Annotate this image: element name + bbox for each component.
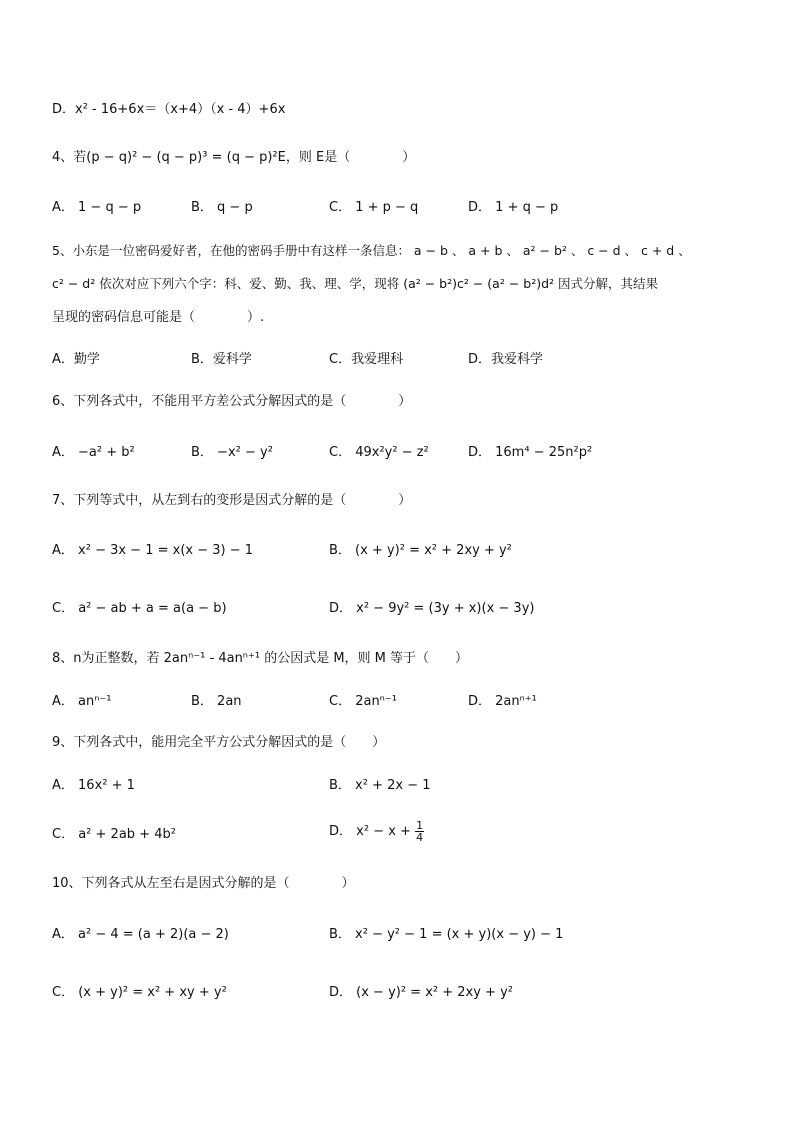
q8-option-d: D． 2anⁿ⁺¹ (468, 694, 537, 709)
q6-option-d: D． 16m⁴ − 25n²p² (468, 445, 593, 460)
q9-option-d (329, 820, 424, 843)
question-7-stem: 7、下列等式中，从左到右的变形是因式分解的是（ ） (52, 493, 412, 508)
q5-option-a: A．勤学 (52, 352, 100, 367)
q10-option-d: D． (x − y)² = x² + 2xy + y² (329, 985, 513, 1000)
q4-option-c: C． 1 + p − q (329, 200, 419, 215)
question-9-stem: 9、下列各式中，能用完全平方公式分解因式的是（ ） (52, 735, 386, 750)
q9-option-b: B． x² + 2x − 1 (329, 778, 431, 793)
q6-option-a: A． −a² + b² (52, 445, 135, 460)
q5-option-c: C．我爱理科 (329, 352, 404, 367)
q4-option-a: A． 1 − q − p (52, 200, 142, 215)
q6-option-c: C． 49x²y² − z² (329, 445, 429, 460)
q5-option-b: B．爱科学 (191, 352, 252, 367)
q4-option-d: D． 1 + q − p (468, 200, 559, 215)
fraction-denominator: 4 (416, 831, 424, 844)
q8-option-c: C． 2anⁿ⁻¹ (329, 694, 397, 709)
q5-option-d: D．我爱科学 (468, 352, 544, 367)
q9-option-d-text: D． x² − x + (329, 824, 411, 839)
question-5-line-1: 5、小东是一位密码爱好者，在他的密码手册中有这样一条信息： a − b 、 a + b 、 a² − b² 、 c − d 、 c + d 、 (52, 243, 691, 258)
q9-option-a: A． 16x² + 1 (52, 778, 135, 793)
q7-option-a: A． x² − 3x − 1 = x(x − 3) − 1 (52, 543, 254, 558)
prev-option-d: D．x² - 16+6x＝（x+4）（x - 4）+6x (52, 102, 286, 117)
question-4-stem: 4、若(p − q)² − (q − p)³ = (q − p)²E，则 E是（ ） (52, 150, 416, 165)
question-5-line-3: 呈现的密码信息可能是（ ）. (52, 310, 265, 325)
q9-option-c: C． a² + 2ab + 4b² (52, 827, 176, 842)
q7-option-c: C． a² − ab + a = a(a − b) (52, 601, 227, 616)
q10-option-b: B． x² − y² − 1 = (x + y)(x − y) − 1 (329, 927, 564, 942)
question-10-stem: 10、下列各式从左至右是因式分解的是（ ） (52, 876, 355, 891)
question-8-stem: 8、n为正整数，若 2anⁿ⁻¹ - 4anⁿ⁺¹ 的公因式是 M，则 M 等于（ ） (52, 651, 469, 666)
fraction-numerator: 1 (416, 819, 424, 832)
q10-option-a: A． a² − 4 = (a + 2)(a − 2) (52, 927, 229, 942)
q7-option-d: D． x² − 9y² = (3y + x)(x − 3y) (329, 601, 535, 616)
fraction-one-quarter (415, 820, 424, 843)
q8-option-a: A． anⁿ⁻¹ (52, 694, 112, 709)
q6-option-b: B． −x² − y² (191, 445, 273, 460)
question-6-stem: 6、下列各式中，不能用平方差公式分解因式的是（ ） (52, 394, 412, 409)
q10-option-c: C． (x + y)² = x² + xy + y² (52, 985, 227, 1000)
question-5-line-2: c² − d² 依次对应下列六个字：科、爱、勤、我、理、学，现将 (a² − b²)c² − (a² − b²)d² 因式分解，其结果 (52, 276, 659, 291)
q4-option-b: B． q − p (191, 200, 253, 215)
q8-option-b: B． 2an (191, 694, 242, 709)
q7-option-b: B． (x + y)² = x² + 2xy + y² (329, 543, 512, 558)
